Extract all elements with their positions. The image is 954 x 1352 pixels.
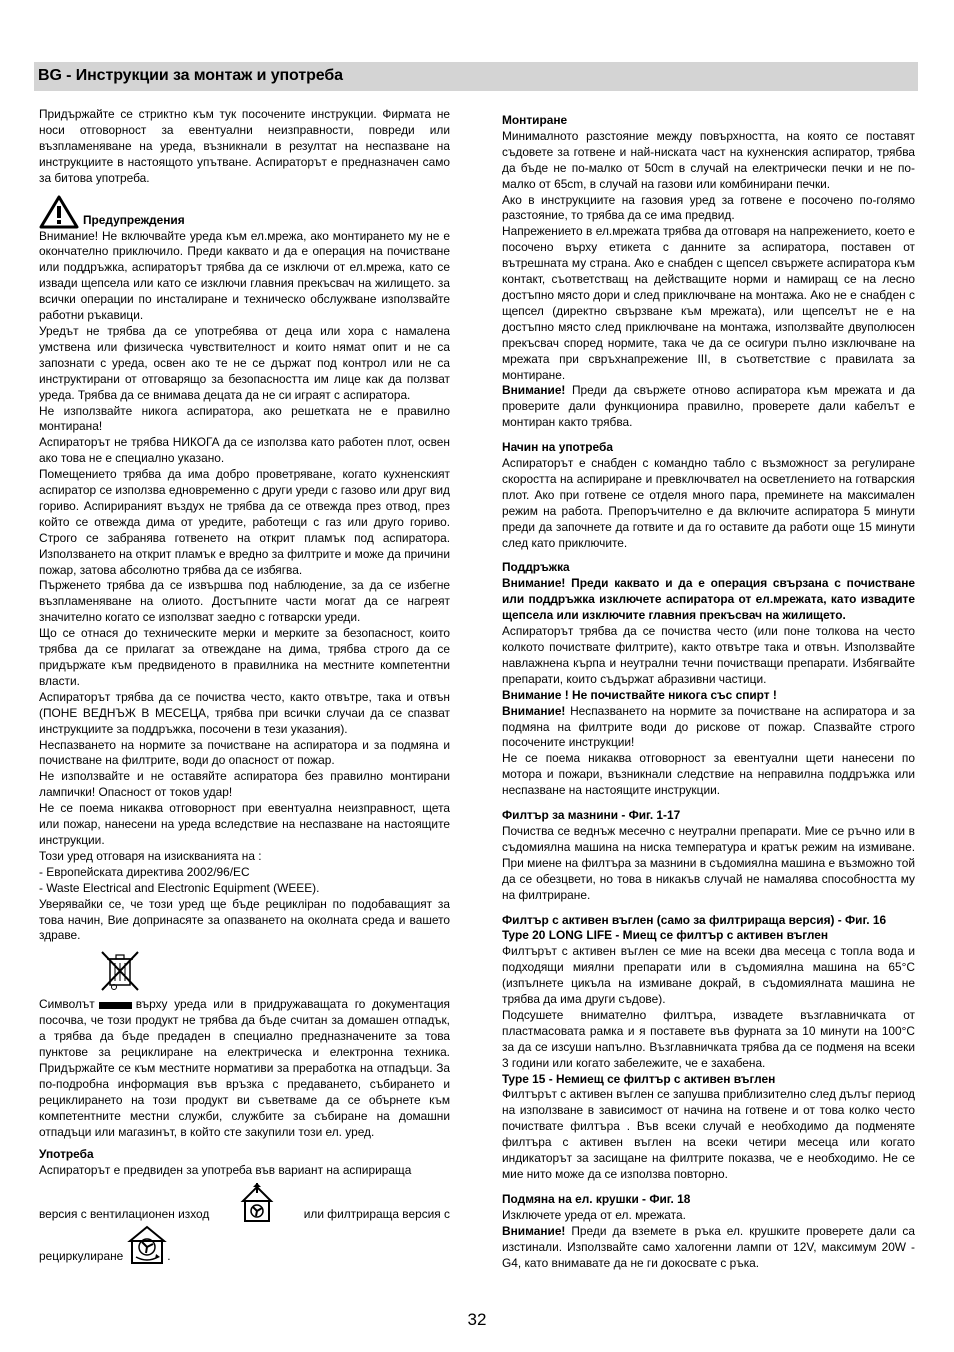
usage-heading: Употреба	[39, 1147, 94, 1162]
bulb-warning	[502, 1224, 915, 1272]
bulb-heading: Подмяна на ел. крушки - Фиг. 18	[502, 1191, 691, 1206]
maintenance-heading: Поддръжка	[502, 560, 570, 575]
carbon-filter-type20-heading: Type 20 LONG LIFE - Миещ се филтър с активен въглен	[502, 928, 829, 943]
warnings-heading: Предупреждения	[83, 212, 185, 227]
maintenance-warning-text: Неспазването на нормите за почистване на аспиратора и за подмяна на филтрите води до рискове от пожар. Спазвайте строго посочените инструкции!	[502, 703, 915, 750]
warning-text: Не използвайте никога аспиратора, ако решетката не е правилно монтирана!	[39, 403, 450, 434]
warning-label: Внимание!	[502, 1223, 566, 1238]
warning-text: Уредът не трябва да се употребява от деца или хора с намалена умствена или физическа чувствителност и които нямат опит и не са запознати с уреда, освен ако те не се държат под контрол или не са инструктирани от отговарящо за безопасността им лице как да ползват уреда. Трябва да се внимава децата да не си играят с аспиратора.	[39, 323, 450, 402]
carbon-filter-type15-heading: Type 15 - Немиещ се филтър с активен въглен	[502, 1071, 776, 1086]
recirculation-house-icon	[127, 1225, 167, 1265]
page-number: 32	[467, 1310, 487, 1329]
warning-text: - Европейската директива 2002/96/EC	[39, 864, 250, 879]
grease-filter-heading: Филтър за мазнини - Фиг. 1-17	[502, 808, 681, 823]
maintenance-alcohol-warning: Внимание ! Не почиствайте никога със спирт !	[502, 687, 777, 702]
usage-line-3	[39, 1225, 450, 1265]
bulb-warning-text: Преди да вземете в ръка ел. крушките проверете дали са изстинали. Използвайте само халогенни лампи от 12V, максимум 20W - G4, като внимавате да не ги докосвате с ръка.	[502, 1223, 915, 1270]
carbon-filter-heading: Филтър с активен въглен (само за филтрираща версия) - Фиг. 16	[502, 912, 887, 927]
warning-text: Аспираторът не трябва НИКОГА да се използва като работен плот, освен ако това не е специално указано.	[39, 435, 450, 466]
warnings-heading-row	[39, 195, 450, 229]
mounting-text: Минималното разстояние между повърхността, на която се поставят съдовете за готвене и най-ниската част на кухненския аспиратор, трябва да бъде не по-малко от 50cm в случай на електрически печки и не по-малко от 65cm, в случай на газови или комбинирани печки.	[502, 128, 915, 191]
usage-text: Аспираторът е предвиден за употреба във вариант на аспириращa	[39, 1163, 412, 1178]
mounting-warning-text: Преди да свържете отново аспиратора към мрежата и да проверите дали функционира правилно, проверете дали кабелът е монтиран както трябва.	[502, 383, 915, 430]
carbon-filter-text: Филтърът с активен въглен се запушва приблизително след дълъг период на използване в зависимост от начина на готвене и от това колко често почиствате филтъра . Във всеки случай е необходимо да подменяте филтъра с активен въглен на всеки четири месеца или когато индикаторът за засищане на филтрите показва, че е необходимо. Не се мие нито може да се използва повторно.	[502, 1087, 915, 1181]
warning-text: Не се поема никаква отговорност при евентуална неизправност, щета или пожар, нанесени на уреда вследствие на неспазване на настоящите инструкции.	[39, 801, 450, 847]
bulb-text: Изключете уреда от ел. мрежата.	[502, 1207, 686, 1222]
title-bar	[34, 62, 918, 91]
usage-line-2	[39, 1183, 450, 1223]
vent-house-icon	[240, 1183, 274, 1223]
left-column	[39, 107, 450, 1265]
grease-filter-text: Почиства се веднъж месечно с неутрални препарати. Мие се ръчно или в съдомиялна машина на ниска температура и кратък режим на измиване. При миене на филтъра за мазнини в съдомиялна машина е възможно той да се обезцвети, но това в никакъв случай не намалява способността му на филтриране.	[502, 823, 915, 902]
warning-label: Внимание!	[502, 703, 566, 718]
right-column	[502, 113, 915, 1271]
black-bar-symbol	[99, 1002, 132, 1009]
warning-text: Неспазването на нормите за почистване на аспиратора и за подмяна и почистване на филтрите, води до опасност от пожар.	[39, 737, 450, 768]
warning-text: Аспираторът трябва да се почиства често, както отвътре, така и отвън (ПОНЕ ВЕДНЪЖ В МЕСЕЦА, трябва при всички случаи да се спазват инструкциите за поддръжка, посочени в тези указания).	[39, 689, 450, 736]
warning-triangle-icon	[39, 195, 79, 229]
usage-text-vent: версия с вентилационен изход	[39, 1207, 210, 1222]
carbon-filter-text: Филтърът с активен въглен се мие на всеки два месеца с топла вода и подходящи миялни препарати или в съдомиялна машина на 65°C (изпълнете цикъла на измиване докрай, в съдомиялната машина не трябва да има други съдове).	[502, 944, 915, 1007]
usage-text-filter: или филтрираща версия с	[303, 1207, 450, 1222]
carbon-filter-text: Подсушете внимателно филтъра, извадете възглавничката от пластмасовата рамка и я поставете във фурната за 10 минути на 100°C за да се изсуши напълно. Възглавничката трябва да се подменя на всеки 3 години или когато забележите, че е захабена.	[502, 1007, 915, 1070]
mounting-warning	[502, 383, 915, 431]
maintenance-warning: Внимание! Преди каквато и да е операция свързана с почистване или поддръжка изключете аспиратора от ел.мрежата, като извадите щепсела или изключите главния прекъсвач на жилището.	[502, 576, 915, 623]
mounting-text: Ако в инструкциите на газовия уред за готвене е посочено по-голямо разстояние, то трябва да се има предвид.	[502, 192, 915, 223]
warning-text: - Waste Electrical and Electronic Equipment (WEEE).	[39, 880, 320, 895]
symbol-label: Символът	[39, 997, 95, 1012]
maintenance-warning-2	[502, 704, 915, 752]
warning-text: Не използвайте и не оставяйте аспиратора без правилно монтирани лампички! Опасност от токов удар!	[39, 769, 450, 800]
page-title: BG - Инструкции за монтаж и употреба	[38, 67, 343, 84]
warning-text: Този уред отговаря на изискванията на :	[39, 848, 262, 863]
mounting-heading: Монтиране	[502, 113, 568, 127]
maintenance-text: Не се поема никаква отговорност за евентуални щети нанесени по мотора и пожари, възникнали следствие на неправилна поддръжка или неспазване на настоящите инструкции.	[502, 751, 915, 798]
warning-text: Пърженето трябва да се извършва под наблюдение, за да се избегне възпламеняване на олиото. Достъпните части могат да се нагреят значително когато се използват заедно с готварски уреди.	[39, 578, 450, 625]
intro-text: Придържайте се стриктно към тук посочените инструкции. Фирмата не носи отговорност за евентуални неизправности, повреди или възпламеняване на уреда, възникнали в резултат на неспазване на инструкциите в настоящото упътване. Аспираторът е предназначен само за битова употреба.	[39, 107, 450, 185]
warning-label: Внимание!	[502, 383, 566, 398]
maintenance-text: Аспираторът трябва да се почиства често (или поне толкова на често колкото почиствате филтрите), както отвътре така и отвън. Използвайте навлажнена кърпа и неутрални течни почистващи препарати. Избягвайте препарати, които съдържат абразивни частици.	[502, 624, 915, 686]
symbol-description: върху уреда или в придружаващата го документация посочва, че този продукт не трябва да бъде считан за домашен отпадък, а трябва да бъде предаден в специално предназначените за това пунктове за рециклиране на електрическа и електронна техника. Придържайте се към местните нормативи за преработка на отпадъци. За по-подробна информация във връзка с предаването, събирането и рециклирането на този продукт ви съветваме да се обърнете към компетентните местни служби, службите за събиране на домашни отпадъци или магазинът, в който сте закупили този ел. уред.	[39, 997, 450, 1139]
operation-heading: Начин на употреба	[502, 440, 613, 455]
usage-text-recirc: рециркулиране	[39, 1249, 124, 1264]
warning-text: Помещението трябва да има добро проветряване, когато кухненският аспиратор се използва едновременно с други уреди с газово или друг вид гориво. Аспирираният въздух не трябва да се отвежда през отвод, през който се отвежда дима от уредите, работещи с газ или друго гориво. Строго се забранява готвенето на открит пламък под аспиратора. Използването на открит пламък е вредно за филтрите и може да причини пожар, затова абсолютно трябва да се избягва.	[39, 467, 450, 577]
warning-text: Внимание! Не включвайте уреда към ел.мрежа, ако монтирането му не е окончателно приключило. Преди каквато и да е операция на почистване или поддръжка, аспираторът трябва да се изключи от ел.мрежа, като се извади щепсела или като се изключи главния прекъсвач на жилището. за всички операции по инсталиране и техническо обслужване използвайте работни ръкавици.	[39, 228, 450, 323]
crossed-bin-icon	[99, 949, 141, 993]
warning-text: Уверявайки се, че този уред ще бъде рецикліран по подобаващият за това начин, Вие допринасяте за опазването на околната среда и вашето здраве.	[39, 896, 450, 943]
warning-text: Що се отнася до техническите мерки и мерките за безопасност, които трябва да се прилагат за отвеждане на дима, трябва строго да се придържате към предвиденото в правилника на местните компетентни власти.	[39, 626, 450, 688]
usage-end: .	[167, 1249, 171, 1264]
operation-text: Аспираторът е снабден с командно табло с възможност за регулиране скоростта на аспириране и превключвател на осветлението на готварския плот. Ако при готвене се отделя много пара, преминете на максимален режим на работа. Препоръчително е да включите аспиратора 5 минути преди да започнете да готвите и да го оставите да работи още 15 минути след като приключите.	[502, 456, 915, 550]
mounting-text: Напрежението в ел.мрежата трябва да отговаря на напрежението, което е посочено върху етикета с данните за аспиратора, поставен от вътрешната му страна. Ако е снабден с щепсел свържете аспиратора към контакт, съответстващ на действащите норми и намиращ се на лесно достъпно място дори и след приключване на монтажа. Ако не е снабден с щепсел (директно свързване към мрежата), или щепселът не е на достъпно място след приключване на монтажа, използвайте двуполюсен прекъсвач според нормите, така че да се осигури пълно изключване на мрежата при свръхнапрежение III, в съответствие с правилата за монтиране.	[502, 224, 915, 382]
weee-symbol-text	[39, 997, 450, 1140]
